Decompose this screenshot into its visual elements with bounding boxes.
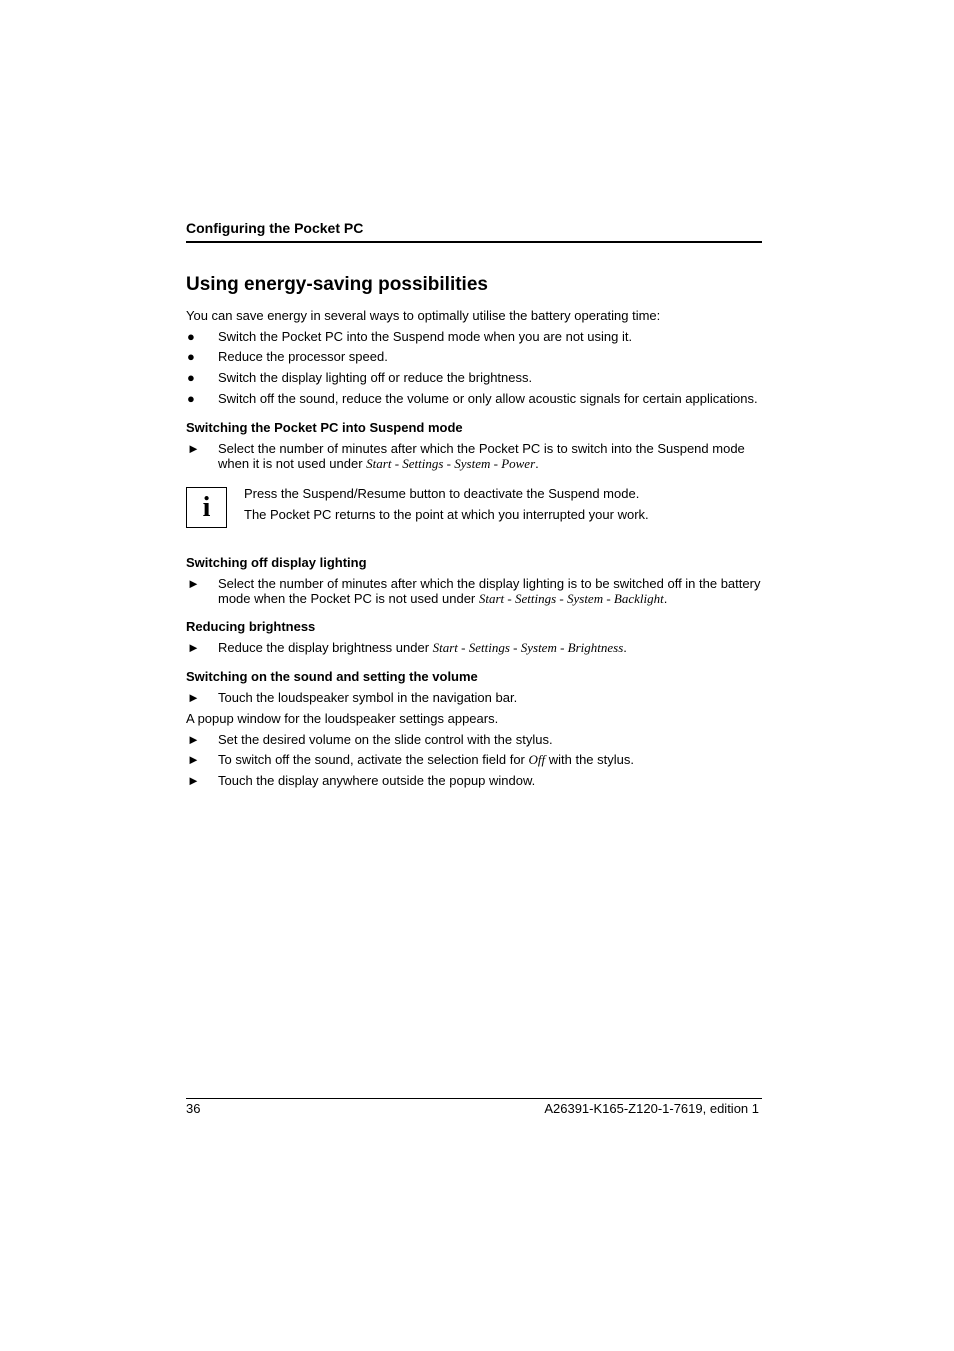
subheading-sound: Switching on the sound and setting the volume (186, 669, 478, 684)
page-number: 36 (186, 1101, 201, 1116)
document-id: A26391-K165-Z120-1-7619, edition 1 (544, 1101, 759, 1116)
step-text: Touch the display anywhere outside the popup window. (218, 773, 536, 788)
arrow-icon: ► (187, 773, 200, 788)
running-header: Configuring the Pocket PC (186, 220, 364, 236)
subheading-suspend: Switching the Pocket PC into Suspend mode (186, 420, 463, 435)
arrow-icon: ► (187, 640, 200, 655)
arrow-icon: ► (187, 752, 200, 767)
bullet-icon: ● (187, 391, 195, 406)
step-text: Select the number of minutes after which the display lighting is to be switched off in the battery mode when the Pocket PC is not used under Start - Settings - System - Backlight. (218, 576, 761, 606)
bullet-text: Reduce the processor speed. (218, 349, 388, 364)
bullet-icon: ● (187, 349, 195, 364)
subheading-brightness: Reducing brightness (186, 619, 316, 634)
step-text: Set the desired volume on the slide control with the stylus. (218, 732, 553, 747)
bullet-icon: ● (187, 370, 195, 385)
result-paragraph: A popup window for the loudspeaker settings appears. (186, 711, 499, 726)
bullet-icon: ● (187, 329, 195, 344)
bullet-text: Switch off the sound, reduce the volume or only allow acoustic signals for certain applications. (218, 391, 758, 406)
step-text: Touch the loudspeaker symbol in the navigation bar. (218, 690, 518, 705)
arrow-icon: ► (187, 732, 200, 747)
step-text: Reduce the display brightness under Start - Settings - System - Brightness. (218, 640, 627, 655)
section-title: Using energy-saving possibilities (186, 274, 488, 295)
bullet-text: Switch the Pocket PC into the Suspend mode when you are not using it. (218, 329, 633, 344)
arrow-icon: ► (187, 576, 200, 591)
menu-path: Start - Settings - System - Power (366, 456, 536, 471)
menu-path: Start - Settings - System - Backlight (478, 591, 664, 606)
info-note-line: Press the Suspend/Resume button to deactivate the Suspend mode. (244, 486, 640, 501)
step-text: To switch off the sound, activate the selection field for Off with the stylus. (218, 752, 634, 767)
field-name: Off (528, 752, 546, 767)
step-text: Select the number of minutes after which the Pocket PC is to switch into the Suspend mode when it is not used under Start - Settings - System - Power. (218, 441, 745, 471)
footer-rule (186, 1098, 762, 1099)
intro-paragraph: You can save energy in several ways to optimally utilise the battery operating time: (186, 308, 661, 323)
info-note-line: The Pocket PC returns to the point at which you interrupted your work. (244, 507, 649, 522)
arrow-icon: ► (187, 690, 200, 705)
arrow-icon: ► (187, 441, 200, 456)
subheading-lighting: Switching off display lighting (186, 555, 367, 570)
info-icon: i (186, 487, 227, 528)
menu-path: Start - Settings - System - Brightness (432, 640, 624, 655)
bullet-text: Switch the display lighting off or reduce the brightness. (218, 370, 533, 385)
header-rule (186, 241, 762, 243)
